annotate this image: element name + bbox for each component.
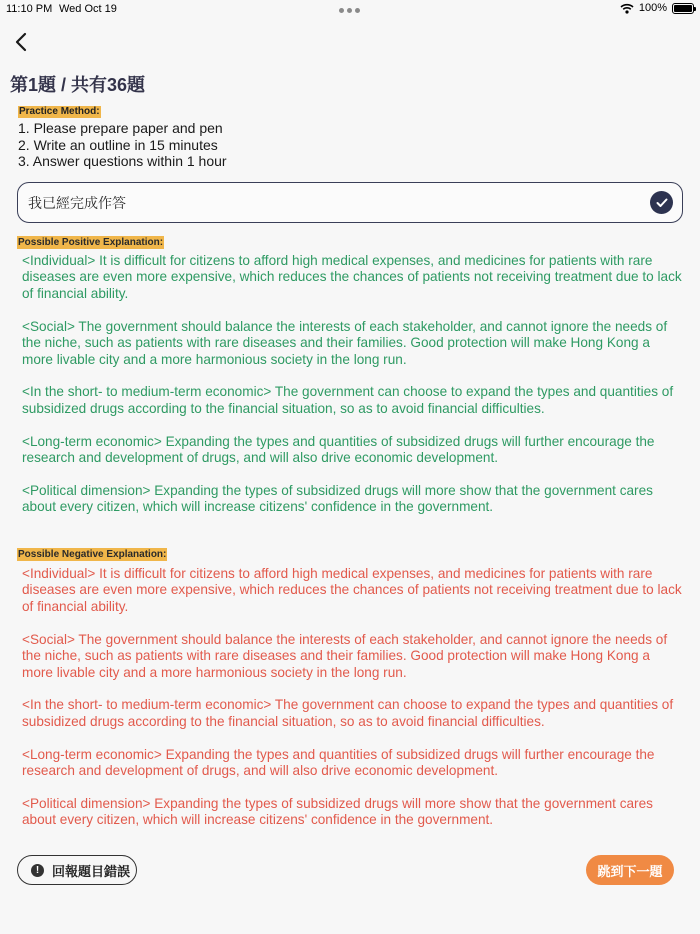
positive-item: <In the short- to medium-term economic> The government can choose to expand the types and quantities of subsidized drugs according to the financial situation, so as to avoid financial difficulties. <box>22 384 674 416</box>
negative-item: <Social> The government should balance the interests of each stakeholder, and cannot ignore the needs of the niche, such as patients with rare diseases and their families. Good protection will make Hong Kong a more livable city and a more harmonious society in the long run. <box>22 631 668 680</box>
battery-icon <box>672 3 694 14</box>
wifi-icon <box>620 3 634 14</box>
negative-item: <In the short- to medium-term economic> The government can choose to expand the types and quantities of subsidized drugs according to the financial situation, so as to avoid financial difficulties. <box>22 697 674 729</box>
negative-item: <Individual> It is difficult for citizens to afford high medical expenses, and medicines for patients with rare diseases are even more expensive, which reduces the chances of patients not receiving treatment due to lack of financial ability. <box>22 566 682 614</box>
practice-step: 2. Write an outline in 15 minutes <box>18 136 218 153</box>
negative-item: <Political dimension> Expanding the types of subsidized drugs will more show that the government cares about every citizen, which will increase citizens' confidence in the government. <box>22 796 653 828</box>
practice-method-title: Practice Method: <box>19 106 100 117</box>
chevron-left-icon <box>14 32 28 52</box>
multitasking-dots-icon[interactable] <box>339 8 360 13</box>
completed-checkbox[interactable] <box>17 182 683 223</box>
exclamation-circle-icon: ! <box>31 864 44 877</box>
completed-label: 我已經完成作答 <box>28 194 126 211</box>
report-error-label: 回報題目錯誤 <box>52 863 131 879</box>
negative-item: <Long-term economic> Expanding the types and quantities of subsidized drugs will further encourage the research and development of drugs, and will also drive economic development. <box>22 746 655 779</box>
positive-item: <Social> The government should balance the interests of each stakeholder, and cannot ignore the needs of the niche, such as patients with rare diseases and their families. Good protection will make Hong Kong a more livable city and a more harmonious society in the long run. <box>22 318 668 367</box>
practice-steps <box>18 120 227 170</box>
scroll-content[interactable] <box>0 106 700 846</box>
positive-item: <Individual> It is difficult for citizens to afford high medical expenses, and medicines for patients with rare diseases are even more expensive, which reduces the chances of patients not receiving treatment due to lack of financial ability. <box>22 253 682 301</box>
positive-item: <Political dimension> Expanding the types of subsidized drugs will more show that the government cares about every citizen, which will increase citizens' confidence in the government. <box>22 483 653 515</box>
status-right <box>620 2 694 14</box>
status-date: Wed Oct 19 <box>59 3 117 15</box>
positive-item: <Long-term economic> Expanding the types and quantities of subsidized drugs will further encourage the research and development of drugs, and will also drive economic development. <box>22 433 655 466</box>
status-time: 11:10 PM <box>6 3 53 15</box>
check-circle-icon[interactable] <box>650 191 673 214</box>
positive-explanation-list <box>22 253 682 532</box>
next-question-label: 跳到下一題 <box>597 863 663 879</box>
page-title: 第1題 / 共有36題 <box>10 75 146 95</box>
report-error-button[interactable] <box>17 855 137 885</box>
positive-explanation-title: Possible Positive Explanation: <box>18 237 164 248</box>
next-question-button[interactable] <box>586 855 674 885</box>
negative-explanation-title: Possible Negative Explanation: <box>18 549 167 560</box>
practice-step: 3. Answer questions within 1 hour <box>18 153 227 169</box>
battery-percent: 100% <box>638 2 667 14</box>
practice-step: 1. Please prepare paper and pen <box>18 120 223 136</box>
negative-explanation-list <box>22 566 682 845</box>
status-bar <box>0 0 700 22</box>
back-button[interactable] <box>8 28 34 56</box>
